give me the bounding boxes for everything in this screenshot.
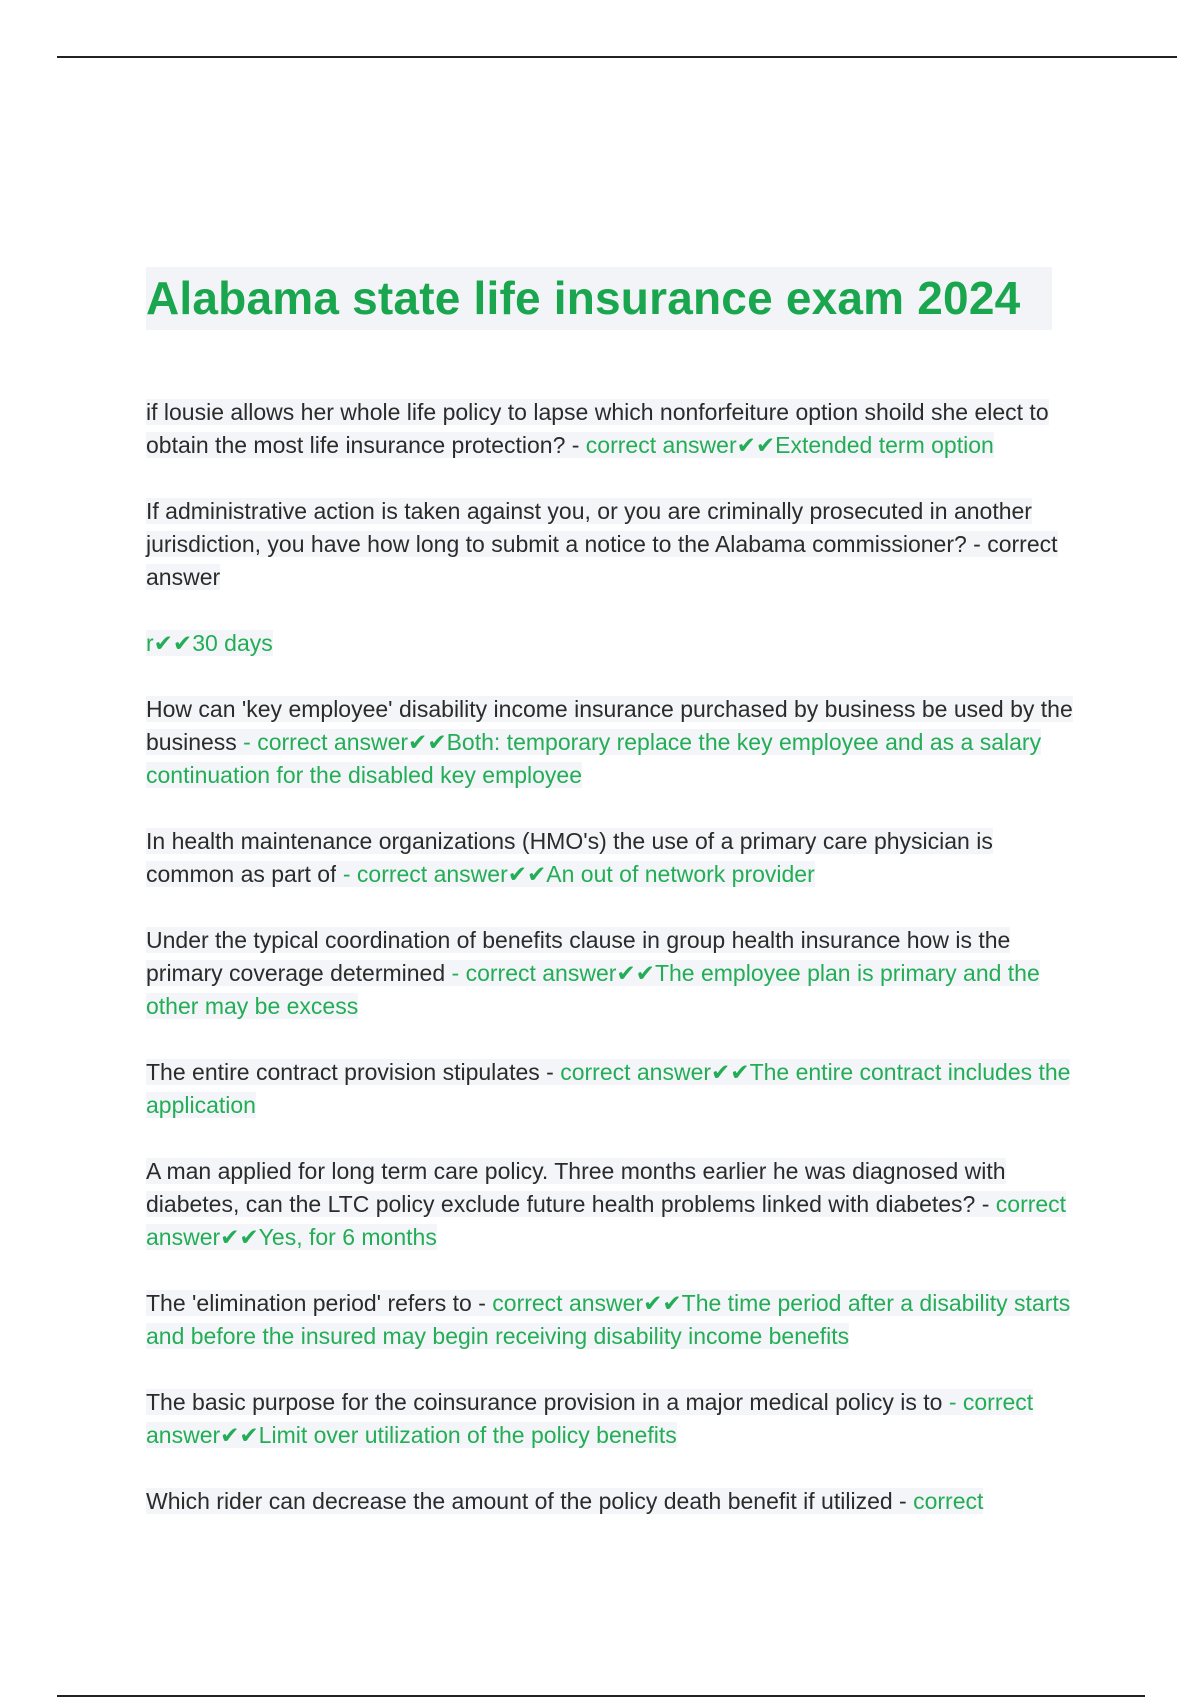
qa-item [146, 693, 1086, 792]
qa-item [146, 1155, 1086, 1254]
question-text: How can 'key employee' disability income insurance purchased by business be used by the business [146, 696, 1073, 756]
answer-text: correct answer✔✔Yes, for 6 months [146, 1191, 1067, 1251]
question-text: Which rider can decrease the amount of the policy death benefit if utilized - [146, 1488, 907, 1515]
qa-item [146, 1485, 1086, 1518]
question-text: In health maintenance organizations (HMO's) the use of a primary care physician is common as part of [146, 828, 993, 888]
top-rule [57, 56, 1177, 58]
answer-text: r✔✔30 days [146, 630, 273, 657]
qa-item [146, 1287, 1086, 1353]
bottom-rule [57, 1695, 1145, 1697]
document-title: Alabama state life insurance exam 2024 [146, 267, 1052, 330]
question-text: if lousie allows her whole life policy to lapse which nonforfeiture option shoild she elect to obtain the most life insurance protection? - [146, 399, 1049, 459]
qa-item [146, 825, 1086, 891]
qa-item [146, 627, 1086, 660]
question-text: Under the typical coordination of benefits clause in group health insurance how is the primary coverage determined [146, 927, 1011, 987]
answer-text: correct answer✔✔The time period after a disability starts and before the insured may begin receiving disability income benefits [146, 1290, 1071, 1350]
answer-text: - correct answer✔✔Limit over utilization of the policy benefits [146, 1389, 1034, 1449]
qa-item [146, 1386, 1086, 1452]
answer-text: - correct answer✔✔An out of network provider [336, 861, 815, 888]
question-text: The entire contract provision stipulates - [146, 1059, 554, 1086]
question-text: A man applied for long term care policy. Three months earlier he was diagnosed with diabetes, can the LTC policy exclude future health problems linked with diabetes? - [146, 1158, 1006, 1218]
qa-item [146, 1056, 1086, 1122]
qa-item [146, 396, 1086, 462]
qa-item [146, 924, 1086, 1023]
question-text: If administrative action is taken against you, or you are criminally prosecuted in another jurisdiction, you have how long to submit a notice to the Alabama commissioner? - correct answer [146, 498, 1058, 591]
qa-item [146, 495, 1086, 594]
answer-text: correct [906, 1488, 984, 1515]
document-body [146, 267, 1086, 1551]
question-text: The 'elimination period' refers to - [146, 1290, 486, 1317]
answer-text: - correct answer✔✔Both: temporary replace the key employee and as a salary continuation for the disabled key employee [146, 729, 1042, 789]
answer-text: - correct answer✔✔The employee plan is primary and the other may be excess [146, 960, 1040, 1020]
answer-text: correct answer✔✔The entire contract includes the application [146, 1059, 1071, 1119]
question-text: The basic purpose for the coinsurance provision in a major medical policy is to [146, 1389, 943, 1416]
answer-text: correct answer✔✔Extended term option [579, 432, 994, 459]
